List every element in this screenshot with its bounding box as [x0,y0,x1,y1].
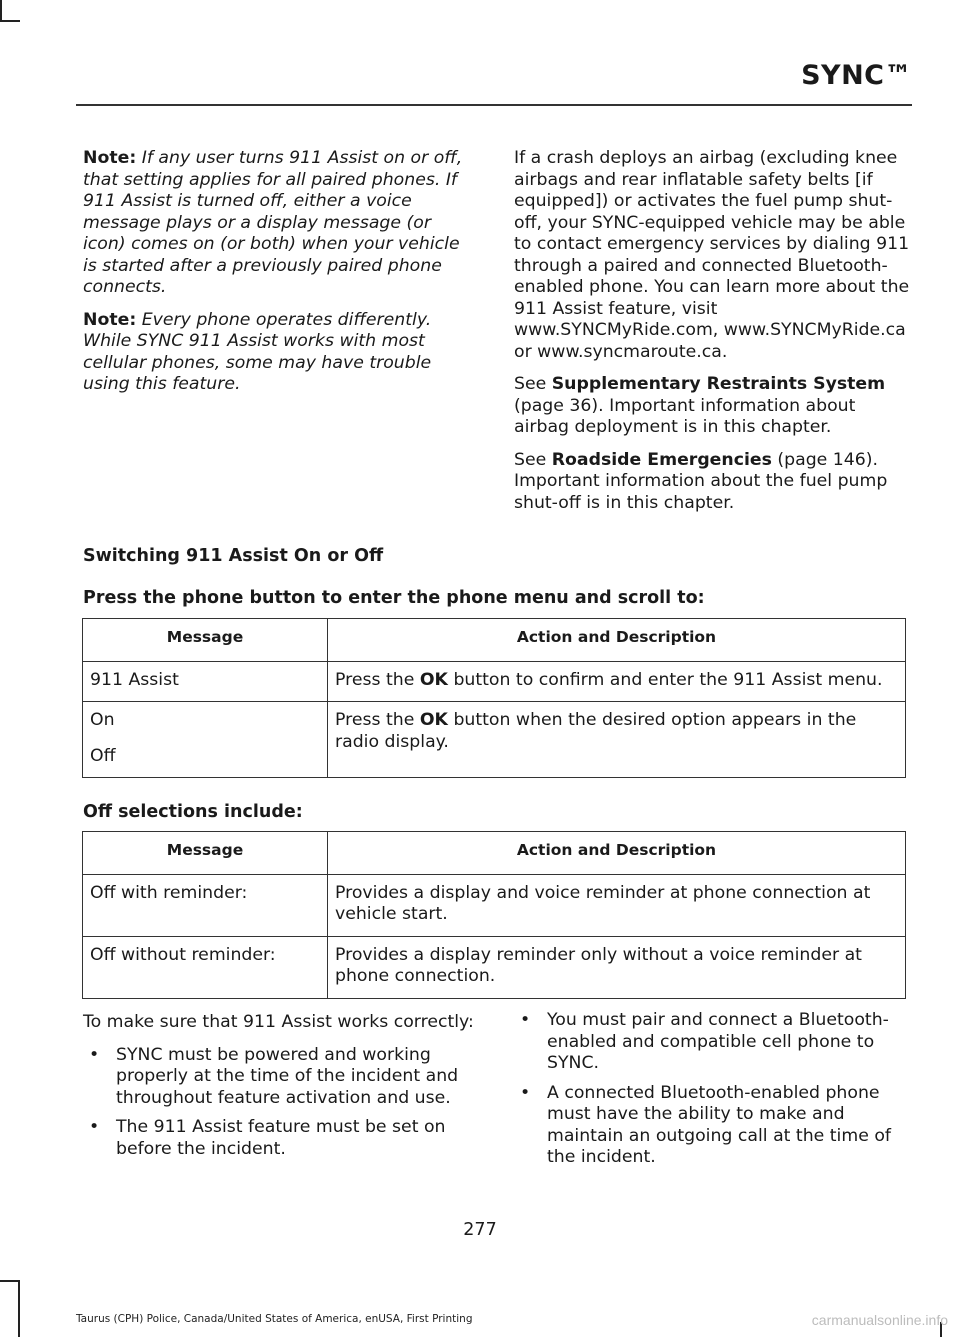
list-item-text: SYNC must be powered and working properly at the time of the incident and throughout feature activation and use. [116,1044,459,1108]
page-number: 277 [463,1220,497,1240]
crop-mark-bottom-left [0,1280,20,1282]
page-title: SYNC™ [801,60,912,91]
action-cell [328,702,906,778]
checklist-list [514,1010,910,1169]
header-divider [76,104,912,106]
message-cell [83,702,328,778]
table-row [83,702,906,778]
action-text: button to confirm and enter the 911 Assist menu. [453,669,883,690]
watermark: carmanualsonline.info [811,1312,948,1328]
checklist-left [83,1012,483,1168]
note-text: Every phone operates differently. While SYNC 911 Assist works with most cellular phones, some may have trouble using this feature. [83,309,432,394]
message-cell: Off without reminder: [83,936,328,998]
option-on: On [90,710,115,730]
list-item [514,1010,910,1075]
column-header-action: Action and Description [328,619,906,662]
bullet: • [520,1010,531,1030]
column-header-action: Action and Description [328,832,906,875]
list-item [83,1045,483,1110]
reference-text: Important information about airbag deployment is in this chapter. [514,395,856,437]
note-text: If any user turns 911 Assist on or off, that setting applies for all paired phones. If 911 Assist is turned off, either a voice message plays or a display message (or icon) comes on (or both) when your vehicle is started after a previously paired phone connects. [83,148,463,297]
section-heading: Switching 911 Assist On or Off [83,546,384,566]
note-label: Note: [83,309,137,330]
column-header-message: Message [83,619,328,662]
message-cell: 911 Assist [83,661,328,702]
action-cell: Provides a display reminder only without a voice reminder at phone connection. [328,936,906,998]
see-prefix: See [514,449,547,470]
page-reference: (page 36). [514,395,604,416]
reference-text: Important information about the fuel pump shut-off is in this chapter. [514,471,888,513]
column-header-message: Message [83,832,328,875]
action-cell [328,661,906,702]
table-header-row [83,832,906,875]
option-off: Off [90,745,116,766]
footer-text: Taurus (CPH) Police, Canada/United States of America, enUSA, First Printing [76,1313,473,1325]
page-reference: (page 146). [777,449,879,470]
table-row [83,936,906,998]
section-subheading: Press the phone button to enter the phone menu and scroll to: [83,588,705,608]
ok-button-label: OK [419,710,448,730]
action-cell: Provides a display and voice reminder at phone connection at vehicle start. [328,874,906,936]
checklist-list [83,1045,483,1161]
off-selections-heading: Off selections include: [83,802,303,822]
crop-mark-bottom-left-v [18,1280,20,1337]
bullet: • [520,1082,531,1103]
table-row [83,661,906,702]
reference-paragraph [514,374,910,439]
action-text: Press the [335,710,415,730]
table-header-row [83,619,906,662]
supplementary-restraints-link[interactable]: Supplementary Restraints System [551,374,886,394]
note-paragraph [83,310,478,396]
checklist-intro: To make sure that 911 Assist works correctly: [83,1012,474,1032]
note-label: Note: [83,148,137,168]
table-row [83,874,906,936]
crop-mark-top-left-h [0,20,20,22]
action-text: button when the desired option appears in the radio display. [335,710,857,752]
list-item [514,1083,910,1169]
off-selections-table [82,831,906,999]
left-column [83,148,478,407]
bullet: • [89,1117,100,1137]
intro-paragraph: If a crash deploys an airbag (excluding knee airbags and rear inflatable safety belts [if equipped]) or activates the fuel pump shut-off, your SYNC-equipped vehicle may be able to contact emergency services by dialing 911 through a paired and connected Bluetooth-enabled phone. You can learn more about the 911 Assist feature, visit www.SYNCMyRide.com, www.SYNCMyRide.ca or www.syncmaroute.ca. [514,148,910,362]
note-paragraph [83,148,478,299]
list-item-text: You must pair and connect a Bluetooth-enabled and compatible cell phone to SYNC. [547,1010,889,1073]
checklist-right [514,1010,910,1177]
ok-button-label: OK [419,669,448,690]
bullet: • [89,1044,100,1065]
action-text: Press the [335,669,415,690]
list-item-text: A connected Bluetooth-enabled phone must have the ability to make and maintain an outgoing call at the time of the incident. [547,1082,891,1167]
right-column [514,148,910,525]
list-item-text: The 911 Assist feature must be set on before the incident. [116,1117,446,1159]
assist-menu-table [82,618,906,778]
roadside-emergencies-link[interactable]: Roadside Emergencies [551,449,772,470]
crop-mark-top-left [0,0,2,20]
list-item [83,1117,483,1160]
see-prefix: See [514,374,547,394]
message-cell: Off with reminder: [83,874,328,936]
reference-paragraph [514,450,910,515]
